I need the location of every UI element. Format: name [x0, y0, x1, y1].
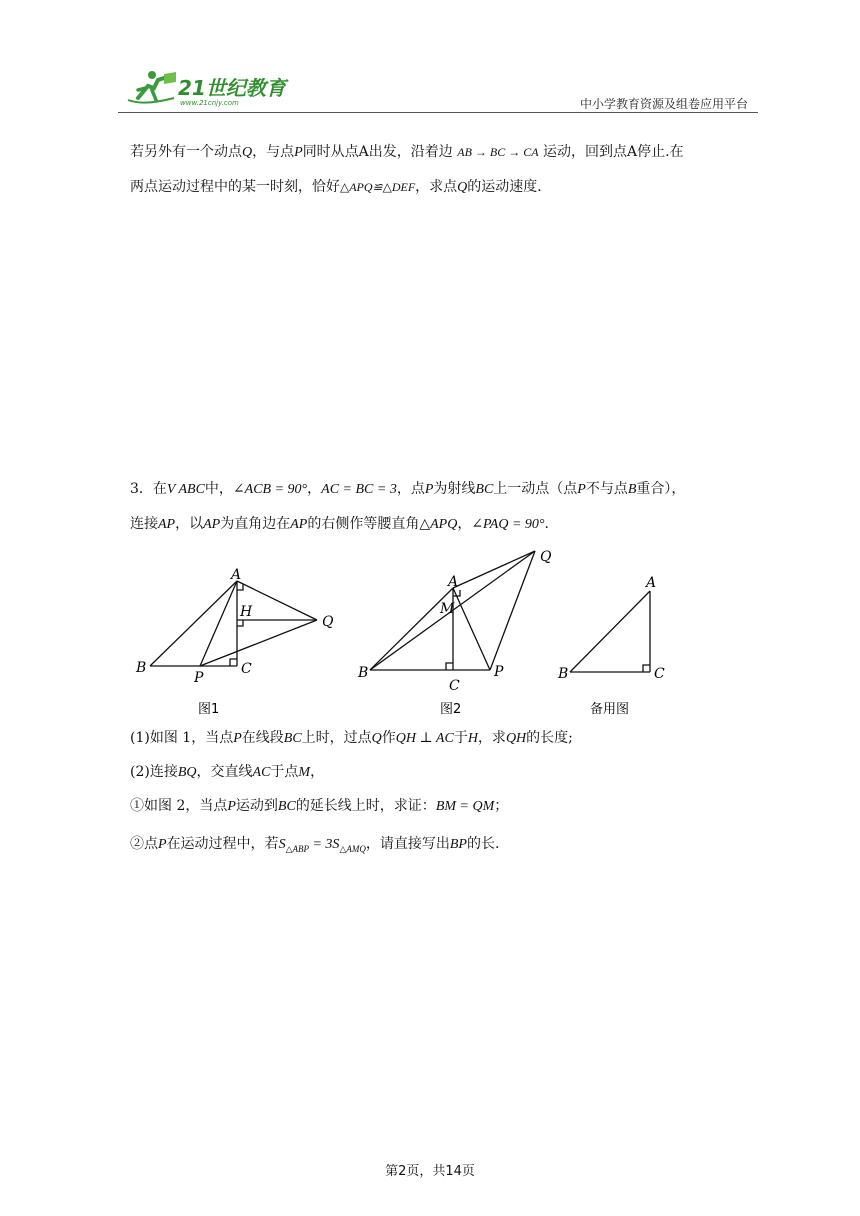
var-bc: BC [283, 731, 302, 746]
question-2-2 [130, 834, 499, 859]
fig1-label-q: Q [322, 614, 334, 630]
fig1-label-p: P [194, 670, 204, 686]
page-footer: 第2页，共14页 [385, 1164, 475, 1179]
problem3-line-1 [130, 479, 685, 500]
fig1-label-c: C [241, 661, 252, 677]
text: ， [307, 481, 322, 497]
site-logo [124, 68, 294, 108]
bm-qm-eq: BM = QM [435, 799, 495, 814]
congruence-expression: △APQ≌△DEF [340, 180, 416, 194]
var-p: P [233, 731, 242, 746]
text: 为射线 [433, 481, 476, 497]
fig1-label-a: A [231, 567, 242, 583]
text: 的运动速度. [467, 179, 542, 195]
text: 连接 [130, 516, 158, 532]
text: 为直角边在 [220, 516, 291, 532]
var-q: Q [371, 731, 382, 746]
var-ap: AP [158, 517, 176, 532]
text: . [544, 516, 549, 532]
problem3-line-2 [130, 514, 549, 535]
text: 在运动过程中，若 [166, 836, 279, 852]
fig2-label-q: Q [540, 549, 552, 565]
ac-bc-eq: AC = BC = 3 [321, 482, 397, 497]
text: ； [494, 798, 509, 814]
var-h: H [467, 731, 478, 746]
text: 上一动点（点 [493, 481, 578, 497]
text: 两点运动过程中的某一时刻，恰好 [130, 179, 340, 195]
text: ①如图 2，当点 [130, 798, 228, 814]
var-p: P [158, 837, 167, 852]
text: 运动，回到点A停止.在 [543, 144, 684, 160]
text: 运动到 [235, 798, 278, 814]
var-bc: BC [277, 799, 296, 814]
var-ac: AC [252, 765, 271, 780]
text: 的长度; [526, 730, 573, 746]
text: ，求点 [415, 179, 458, 195]
text: (1)如图 1，当点 [130, 730, 234, 746]
fig2-label-b: B [358, 665, 369, 681]
text: 的延长线上时，求证： [295, 798, 436, 814]
text: ，求 [477, 730, 506, 746]
var-p: P [294, 145, 303, 160]
text: ，与点 [252, 144, 295, 160]
var-p: P [577, 482, 586, 497]
intro-line-1 [130, 142, 684, 163]
text: 中， [204, 481, 233, 497]
var-q: Q [457, 180, 468, 195]
problem-number: 3．在 [130, 481, 167, 497]
subscript-amq: △AMQ [339, 843, 366, 854]
var-bc: BC [475, 482, 494, 497]
var-p: P [424, 482, 434, 497]
text: 同时从点A出发，沿着边 [302, 144, 453, 160]
fig1-label-b: B [136, 660, 147, 676]
figure-1 [150, 581, 317, 666]
text: (2)连接 [130, 764, 178, 780]
logo-url-text: www.21cnjy.com [180, 99, 239, 107]
fig2-label-m: M [440, 601, 455, 617]
fig2-label-a: A [448, 574, 459, 590]
question-2 [130, 762, 324, 783]
text: ， [310, 764, 325, 780]
var-ap: AP [290, 517, 308, 532]
text: 的长. [466, 836, 500, 852]
var-m: M [298, 765, 311, 780]
triangle-apq: △APQ [419, 517, 458, 532]
fig2-caption: 图2 [440, 702, 462, 717]
var-bp: BP [449, 837, 467, 852]
fig2-label-c: C [449, 678, 460, 694]
text: 重合）， [636, 481, 686, 497]
fig3-caption: 备用图 [590, 702, 630, 717]
var-p: P [227, 799, 236, 814]
header-platform-text: 中小学教育资源及组卷应用平台 [579, 97, 748, 111]
var-ap: AP [203, 517, 221, 532]
text: 在线段 [241, 730, 284, 746]
fig2-label-p: P [494, 664, 504, 680]
text: 于 [453, 730, 468, 746]
triangle-abc: V ABC [166, 482, 205, 497]
text: 若另外有一个动点 [130, 144, 242, 160]
perp-expression: QH ⊥ AC [395, 731, 454, 746]
path-expression: AB → BC → CA [457, 145, 539, 159]
text: ，点 [396, 481, 425, 497]
text: 于点 [270, 764, 299, 780]
text: ， [457, 516, 472, 532]
angle-acb: ∠ACB = 90° [232, 482, 308, 497]
fig1-caption: 图1 [198, 702, 220, 717]
runner-icon [128, 71, 176, 103]
question-1 [130, 728, 573, 749]
angle-paq: ∠PAQ = 90° [471, 517, 545, 532]
text: 的右侧作等腰直角 [307, 516, 420, 532]
fig3-label-c: C [654, 666, 665, 682]
subscript-abp: △ABP [285, 843, 309, 854]
page-header [118, 66, 758, 114]
geometry-figures [130, 545, 690, 720]
text: ②点 [130, 836, 158, 852]
var-qh: QH [505, 731, 527, 746]
var-b: B [627, 482, 637, 497]
header-rule [118, 112, 758, 113]
fig3-label-b: B [558, 666, 569, 682]
logo-main-text: 21世纪教育 [178, 76, 286, 100]
text: 不与点 [585, 481, 628, 497]
intro-line-2 [130, 177, 542, 198]
var-q: Q [242, 145, 253, 160]
text: ，以 [175, 516, 204, 532]
text: ，交直线 [196, 764, 253, 780]
fig3-label-a: A [646, 575, 657, 591]
var-bq: BQ [177, 765, 197, 780]
eq-3s: = 3S [308, 837, 340, 852]
fig1-label-h: H [240, 604, 253, 620]
var-s: S [278, 837, 286, 852]
text: 作 [381, 730, 396, 746]
figure-spare [570, 591, 650, 672]
text: 上时，过点 [301, 730, 372, 746]
text: ，请直接写出 [365, 836, 450, 852]
question-2-1 [130, 796, 508, 817]
